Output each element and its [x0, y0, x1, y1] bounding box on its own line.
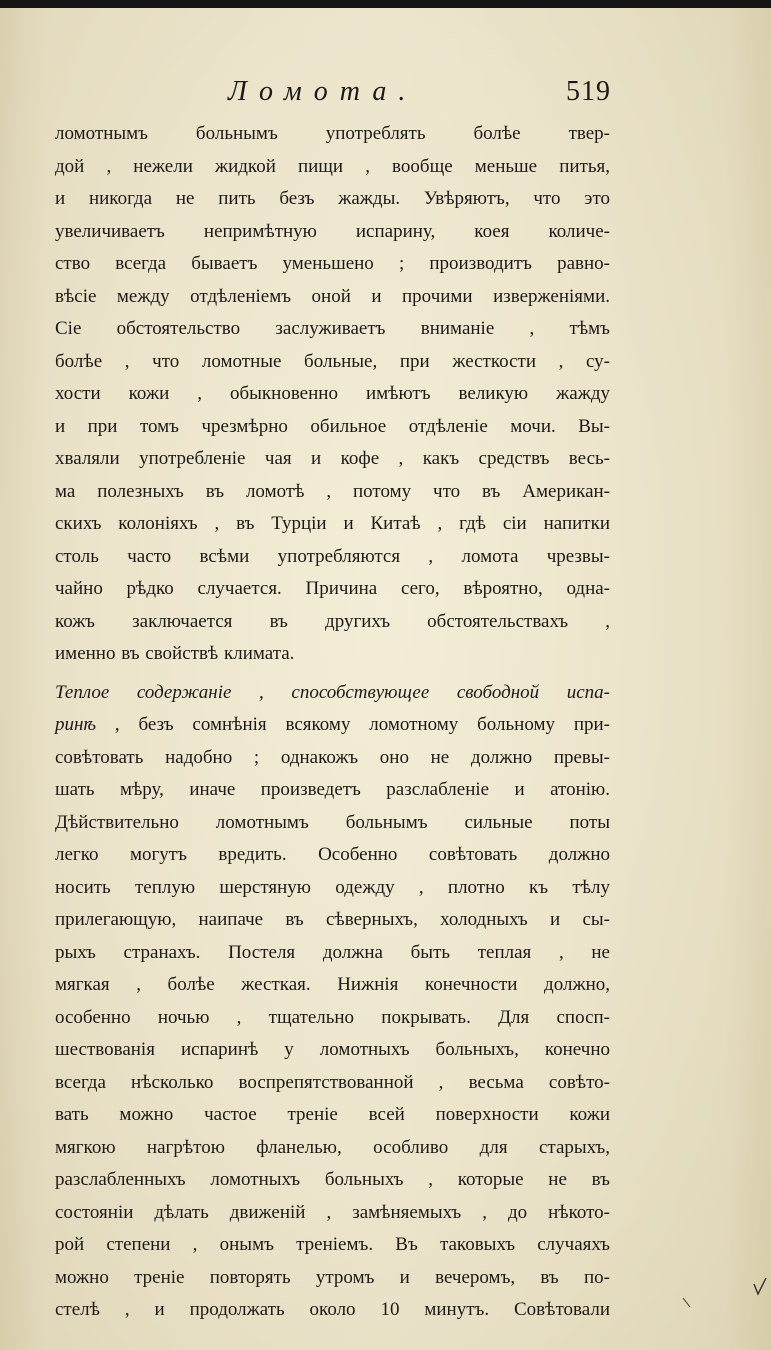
- text-line: вать можно частое треніе всей поверхности кожи: [55, 1104, 610, 1125]
- text-line: ринѣ , безъ сомнѣнія всякому ломотному больному при-: [55, 714, 610, 735]
- text-line: Дѣйствительно ломотнымъ больнымъ сильные поты: [55, 811, 610, 833]
- running-title: Ломота.: [228, 76, 418, 107]
- text-line: хости кожи , обыкновенно имѣютъ великую жажду: [55, 383, 610, 404]
- margin-pencil-mark: [682, 1296, 692, 1308]
- text-line: столь часто всѣми употребляются , ломота чрезвы-: [55, 545, 610, 567]
- page-top-shadow: [0, 0, 771, 8]
- text-line: ма полезныхъ въ ломотѣ , потому что въ Американ-: [55, 480, 610, 502]
- text-line: именно въ свойствѣ климата.: [55, 643, 295, 664]
- running-head: [0, 74, 771, 114]
- text-line: шествованія испаринѣ у ломотныхъ больныхъ, конечно: [55, 1039, 610, 1060]
- text-line: всегда нѣсколько воспрепятствованной , весьма совѣто-: [55, 1071, 610, 1093]
- text-line: ство всегда бываетъ уменьшено ; производитъ равно-: [55, 253, 610, 274]
- text-line: и при томъ чрезмѣрно обильное отдѣленіе мочи. Вы-: [55, 415, 610, 437]
- margin-check-mark: [752, 1276, 768, 1298]
- text-line: рыхъ странахъ. Постеля должна быть теплая , не: [55, 941, 610, 963]
- text-line: носить теплую шерстяную одежду , плотно къ тѣлу: [55, 876, 610, 898]
- text-line: совѣтовать надобно ; однакожъ оно не должно превы-: [55, 746, 610, 768]
- text-line: рой степени , онымъ треніемъ. Въ таковыхъ случаяхъ: [55, 1234, 610, 1255]
- text-line: кожъ заключается въ другихъ обстоятельствахъ ,: [55, 610, 610, 632]
- text-line: хваляли употребленіе чая и кофе , какъ средствъ весь-: [55, 448, 610, 469]
- text-line: дой , нежели жидкой пищи , вообще меньше питья,: [55, 155, 610, 177]
- text-line: особенно ночью , тщательно покрывать. Для спосп-: [55, 1006, 610, 1028]
- text-line: шать мѣру, иначе произведетъ разслабленіе и атонію.: [55, 779, 610, 800]
- italic-phrase: ринѣ: [55, 714, 97, 735]
- text-line: состояніи дѣлать движеній , замѣняемыхъ , до нѣкото-: [55, 1201, 610, 1223]
- text-line: и никогда не пить безъ жажды. Увѣряютъ, что это: [55, 188, 610, 209]
- text-line: легко могутъ вредить. Особенно совѣтовать должно: [55, 844, 610, 865]
- text-line: прилегающую, наипаче въ сѣверныхъ, холодныхъ и сы-: [55, 909, 610, 930]
- text-line: чайно рѣдко случается. Причина сего, вѣроятно, одна-: [55, 578, 610, 599]
- text-line: болѣе , что ломотные больные, при жесткости , су-: [55, 350, 610, 372]
- text-line: увеличиваетъ непримѣтную испарину, коея количе-: [55, 220, 610, 242]
- text-line-italic: Теплое содержаніе , способствующее свободной испа-: [55, 681, 610, 703]
- text-line: Сіе обстоятельство заслуживаетъ вниманіе , тѣмъ: [55, 318, 610, 339]
- text-line: вѣсіе между отдѣленіемъ оной и прочими изверженіями.: [55, 285, 610, 307]
- text-line: разслабленныхъ ломотныхъ больныхъ , которые не въ: [55, 1169, 610, 1190]
- body-text: [55, 118, 610, 1327]
- text-line: ломотнымъ больнымъ употреблять болѣе твер-: [55, 123, 610, 144]
- text-line: мягкая , болѣе жесткая. Нижнія конечности должно,: [55, 974, 610, 995]
- text-line: скихъ колоніяхъ , въ Турціи и Китаѣ , гдѣ сіи напитки: [55, 513, 610, 534]
- text-line: мягкою нагрѣтою фланелью, особливо для старыхъ,: [55, 1136, 610, 1158]
- text-line: можно треніе повторять утромъ и вечеромъ, въ по-: [55, 1266, 610, 1288]
- text-line: стелѣ , и продолжать около 10 минутъ. Совѣтовали: [55, 1299, 610, 1320]
- page-number: 519: [566, 76, 611, 107]
